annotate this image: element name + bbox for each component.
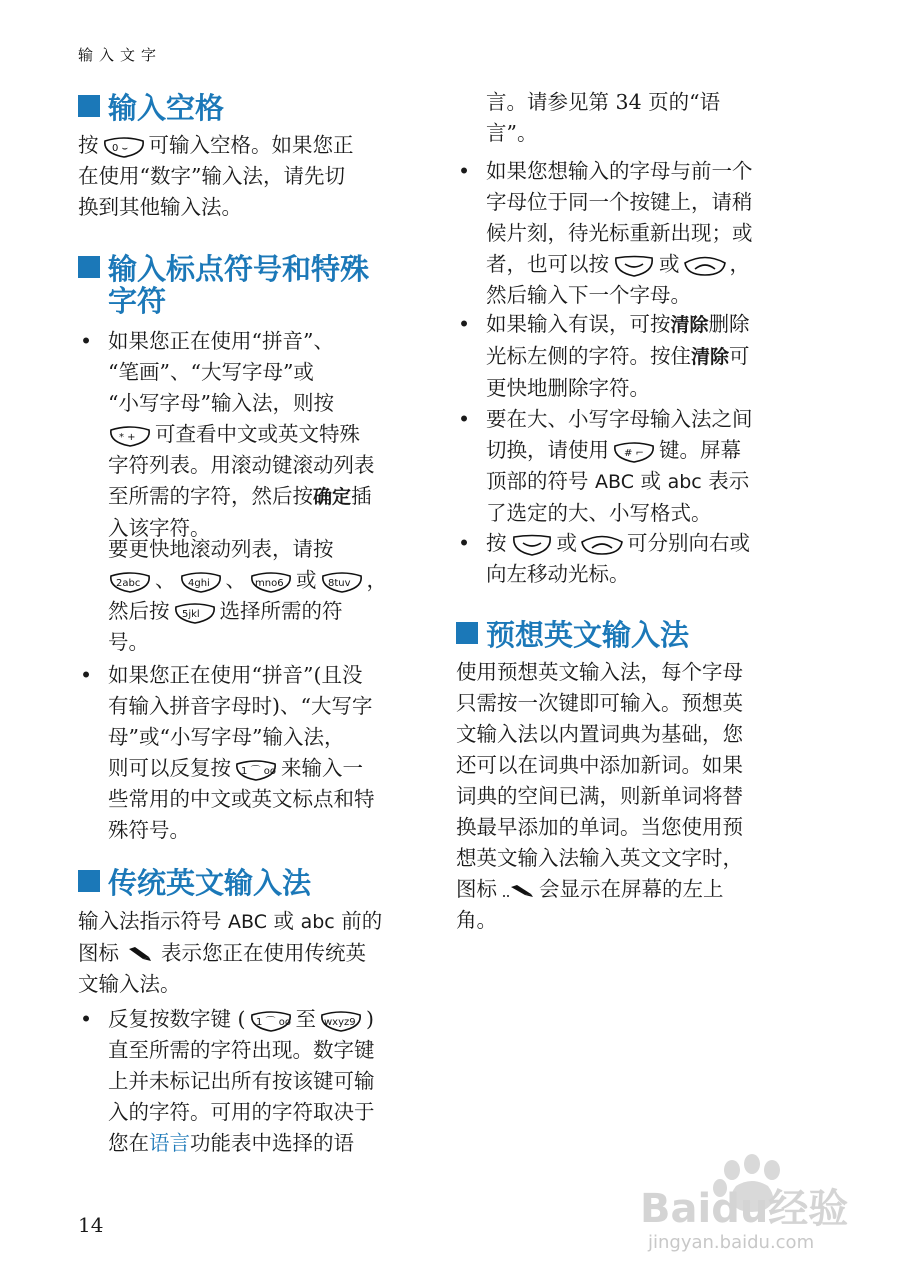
svg-text:4ghi: 4ghi <box>187 578 210 589</box>
nine-key-icon <box>319 1010 363 1032</box>
paragraph: 按 0 ⌣ 可输入空格。如果您正 在使用“数字”输入法，请先切 换到其他输入法。 <box>78 133 354 219</box>
paragraph: 输入法指示符号 ABC 或 abc 前的 图标 表示您正在使用传统英 文输入法。 <box>78 909 383 996</box>
svg-text:1 ⌒ oo: 1 ⌒ oo <box>255 1017 291 1028</box>
list-item: • 反复按数字键 ( 1 ⌒ oo 至 wxyz9 ) 直至所需的字符出现。数字键 上并未标记出所有按该键可输 入的字符。可用的字符取决于 您在语言功能表中选择的语 <box>80 1007 375 1155</box>
paragraph: 使用预想英文输入法，每个字母 只需按一次键即可输入。预想英 文输入法以内置词典为基础，您 还可以在词典中添加新词。如果 词典的空间已满，则新单词将替 换最早添加的单词。当您使用预 想英文输入法输入英文文字时， 图标 会显示在屏幕的左上 角。 <box>456 660 743 932</box>
svg-text:0 ⌣: 0 ⌣ <box>111 143 128 154</box>
one-key-icon <box>234 759 278 781</box>
svg-text:# ⌐: # ⌐ <box>624 448 644 459</box>
svg-text:* +: * + <box>119 432 136 443</box>
svg-text:mno6: mno6 <box>255 578 284 589</box>
star-key-icon <box>108 425 152 447</box>
scroll-up-key-icon <box>683 255 727 277</box>
continuation-paragraph: 言。请参见第 34 页的“语 言”。 <box>486 90 721 145</box>
predictive-pencil-icon <box>501 877 535 895</box>
five-key-icon <box>173 602 217 624</box>
svg-text:2abc: 2abc <box>116 578 141 589</box>
svg-text:wxyz9: wxyz9 <box>324 1017 356 1028</box>
heading-square-icon <box>78 256 100 278</box>
section-title-traditional-english: 传统英文输入法 <box>78 867 311 899</box>
section-title-predictive-english: 预想英文输入法 <box>456 619 689 651</box>
watermark-brand: Baidu经验 <box>640 1186 849 1232</box>
heading-square-icon <box>78 95 100 117</box>
six-key-icon <box>249 571 293 593</box>
page-header: 输入文字 <box>78 46 163 64</box>
two-key-icon <box>108 571 152 593</box>
scroll-down-key-icon <box>612 255 656 277</box>
heading-square-icon <box>456 622 478 644</box>
heading-square-icon <box>78 870 100 892</box>
section-title-punctuation: 输入标点符号和特殊 字符 <box>78 253 369 317</box>
hash-key-icon <box>612 441 656 463</box>
four-key-icon <box>179 571 223 593</box>
eight-key-icon <box>320 571 364 593</box>
zero-key-icon <box>102 136 146 158</box>
svg-text:8tuv: 8tuv <box>327 578 351 589</box>
list-item: • 如果您正在使用“拼音”、 “笔画”、“大写字母”或 “小写字母”输入法，则按 * + 可查看中文或英文特殊 字符列表。用滚动键滚动列表 至所需的字符，然后按确定插 入该字符。 <box>80 329 375 540</box>
list-item: • 如果您想输入的字母与前一个 字母位于同一个按键上，请稍 候片刻，待光标重新出现；或 者，也可以按 或 ， 然后输入下一个字母。 <box>458 159 753 307</box>
list-item: • 要在大、小写字母输入法之间 切换，请使用 # ⌐ 键。屏幕 顶部的符号 ABC 或 abc 表示 了选定的大、小写格式。 <box>458 407 753 525</box>
section-title-space: 输入空格 <box>78 92 224 124</box>
scroll-up-key-icon <box>580 534 624 556</box>
one-key-icon <box>249 1010 293 1032</box>
watermark-url: jingyan.baidu.com <box>648 1232 815 1253</box>
list-item: • 按 或 可分别向右或 向左移动光标。 <box>458 531 750 586</box>
svg-text:5jkl: 5jkl <box>181 609 200 620</box>
svg-text:1 ⌒ oo: 1 ⌒ oo <box>241 766 276 777</box>
language-link[interactable]: 语言 <box>149 1131 190 1155</box>
pencil-abc-icon <box>123 941 157 959</box>
page-number: 14 <box>78 1213 104 1237</box>
sub-paragraph: 要更快地滚动列表，请按 2abc 、 4ghi 、 mno6 或 8tuv ， 然后按 5jkl 选择所需的符 号。 <box>108 537 387 654</box>
list-item: • 如果输入有误，可按清除删除 光标左侧的字符。按住清除可 更快地删除字符。 <box>458 312 750 400</box>
scroll-down-key-icon <box>510 534 554 556</box>
list-item: • 如果您正在使用“拼音”(且没 有输入拼音字母时)、“大写字 母”或“小写字母”输入法， 则可以反复按 1 ⌒ oo 来输入一 些常用的中文或英文标点和特 殊符号。 <box>80 663 375 842</box>
